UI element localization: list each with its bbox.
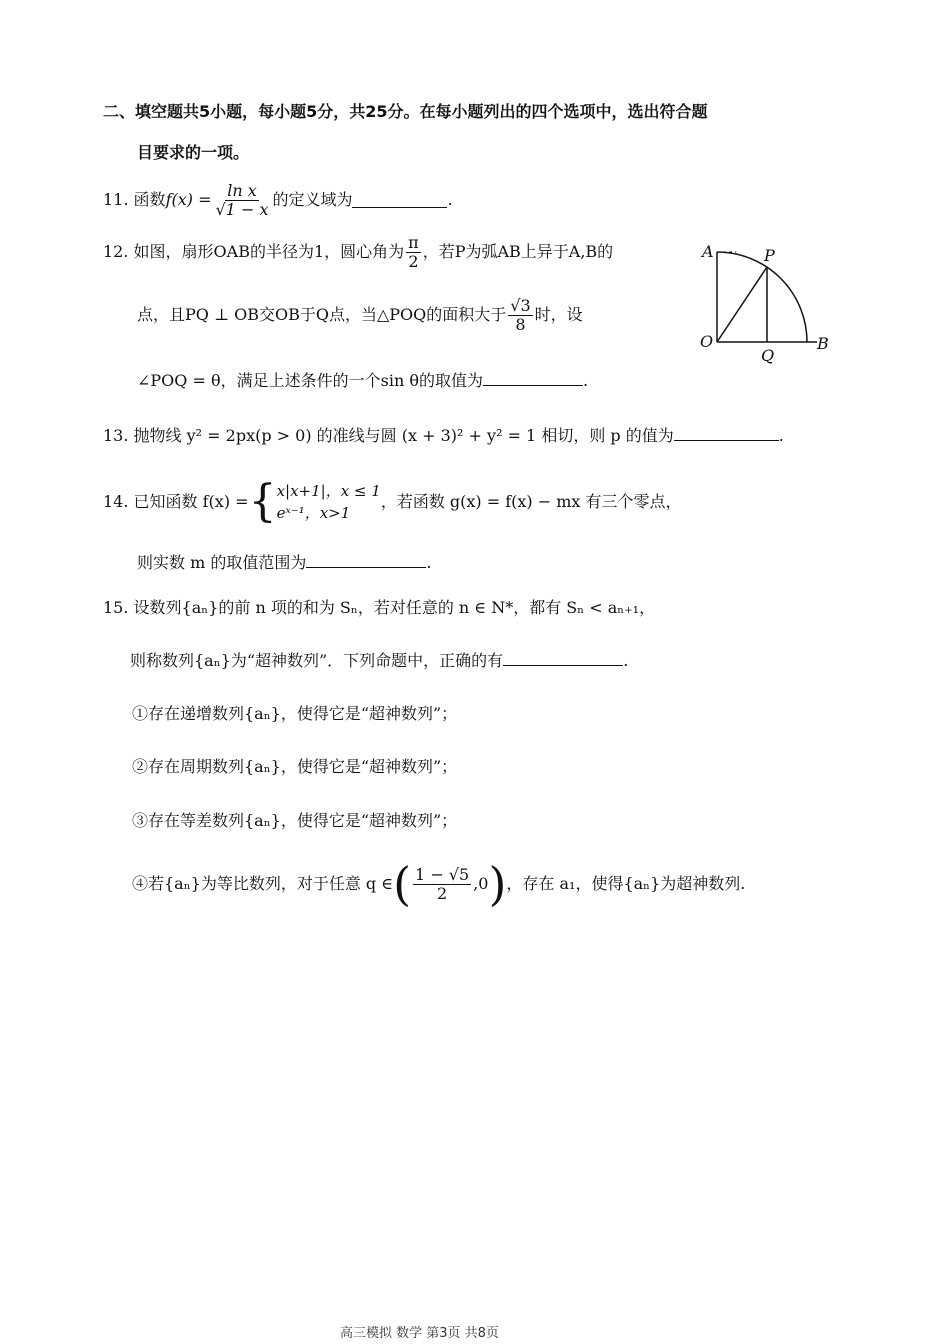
q12-area-den: 8 [515, 314, 526, 334]
q11-post: 的定义域为 [272, 190, 353, 209]
q12-l2-post: 时，设 [534, 305, 583, 324]
question-11 [103, 180, 453, 220]
q15-opt4-rparen: ) [488, 857, 507, 911]
q12-l1-pre: 如图，扇形OAB的半径为1，圆心角为 [133, 242, 405, 261]
q11-number: 11. [103, 190, 129, 209]
q13-answer-blank[interactable] [674, 426, 779, 441]
q14-answer-blank[interactable] [306, 553, 426, 568]
label-q: Q [761, 346, 775, 365]
page-footer: 高三模拟 数学 第3页 共8页 [340, 1326, 499, 1341]
question-12-line2 [137, 292, 583, 338]
q13-number: 13. [103, 426, 129, 445]
section-title-cont: 目要求的一项。 [137, 143, 250, 162]
q15-opt4-post: ，存在 a₁，使得{aₙ}为超神数列. [506, 874, 746, 893]
q15-option-4 [132, 858, 745, 910]
q11-answer-blank[interactable] [352, 193, 447, 208]
q11-pre: 函数 [133, 190, 166, 209]
q11-fraction-den: √1 − x [215, 199, 269, 219]
q14-post: ，若函数 g(x) = f(x) − mx 有三个零点， [380, 492, 682, 511]
q12-number: 12. [103, 242, 129, 261]
q14-brace: { [248, 476, 277, 527]
q14-case1: x|x+1|，x ≤ 1 [276, 482, 381, 500]
q15-answer-blank[interactable] [503, 651, 623, 666]
q15-l2-end: . [623, 651, 629, 670]
q15-opt4-after: ,0 [473, 874, 489, 893]
q13-end: . [778, 426, 784, 445]
q15-opt4-pre: ④若{aₙ}为等比数列，对于任意 q ∈ [132, 874, 394, 893]
q14-pre: 已知函数 f(x) = [133, 492, 249, 511]
sector-figure [700, 235, 840, 365]
question-14 [103, 476, 682, 528]
q14-l2-pre: 则实数 m 的取值范围为 [137, 553, 307, 572]
q11-fraction-num: ln x [227, 180, 257, 200]
label-p: P [764, 246, 775, 265]
q15-option-1: ①存在递增数列{aₙ}，使得它是“超神数列”； [132, 704, 458, 723]
q15-l1: 设数列{aₙ}的前 n 项的和为 Sₙ，若对任意的 n ∈ N*，都有 Sₙ < aₙ₊₁， [133, 598, 656, 617]
q12-l3-end: . [582, 371, 589, 390]
q13-text: 抛物线 y² = 2px(p > 0) 的准线与圆 (x + 3)² + y² = 1 相切，则 p 的值为 [133, 426, 674, 445]
arc-ab [717, 252, 807, 342]
label-a: A [702, 242, 714, 261]
q11-f: f(x) = [165, 190, 212, 209]
q11-fraction [213, 182, 270, 219]
q15-opt4-fraction [413, 866, 471, 903]
question-12-line3 [137, 370, 588, 392]
question-14-line2 [137, 552, 431, 574]
q14-cases [277, 480, 381, 524]
q15-opt4-frac-den: 2 [437, 883, 448, 903]
q12-l1-post: ，若P为弧AB上异于A,B的 [422, 242, 614, 261]
q12-area-fraction [508, 297, 532, 334]
segment-op [717, 267, 767, 342]
q14-number: 14. [103, 492, 129, 511]
question-12-line1 [103, 230, 613, 274]
q15-opt4-lparen: ( [393, 857, 412, 911]
label-b: B [817, 334, 829, 353]
q11-end: . [447, 190, 453, 209]
q12-angle-den: 2 [408, 251, 419, 271]
q12-area-num: √3 [510, 295, 531, 315]
q15-number: 15. [103, 598, 129, 617]
q14-case2: eˣ⁻¹，x>1 [276, 504, 351, 522]
question-15 [103, 597, 655, 619]
q15-opt4-frac-num: 1 − √5 [415, 864, 470, 884]
q15-l2-pre: 则称数列{aₙ}为“超神数列”．下列命题中，正确的有 [130, 651, 504, 670]
question-13 [103, 425, 784, 447]
q14-l2-end: . [426, 553, 432, 572]
question-15-line2 [130, 650, 628, 672]
q12-angle-num: π [408, 232, 419, 252]
q12-answer-blank[interactable] [483, 371, 583, 386]
q15-option-2: ②存在周期数列{aₙ}，使得它是“超神数列”； [132, 757, 458, 776]
q12-l3-pre: ∠POQ = θ，满足上述条件的一个sin θ的取值为 [137, 371, 483, 390]
q12-l2-pre: 点，且PQ ⊥ OB交OB于Q点，当△POQ的面积大于 [137, 305, 507, 324]
q12-angle-fraction [406, 234, 421, 271]
q15-option-3: ③存在等差数列{aₙ}，使得它是“超神数列”； [132, 811, 458, 830]
section-title: 二、填空题共5小题，每小题5分，共25分。在每小题列出的四个选项中，选出符合题 [103, 102, 708, 121]
label-o: O [700, 332, 714, 351]
